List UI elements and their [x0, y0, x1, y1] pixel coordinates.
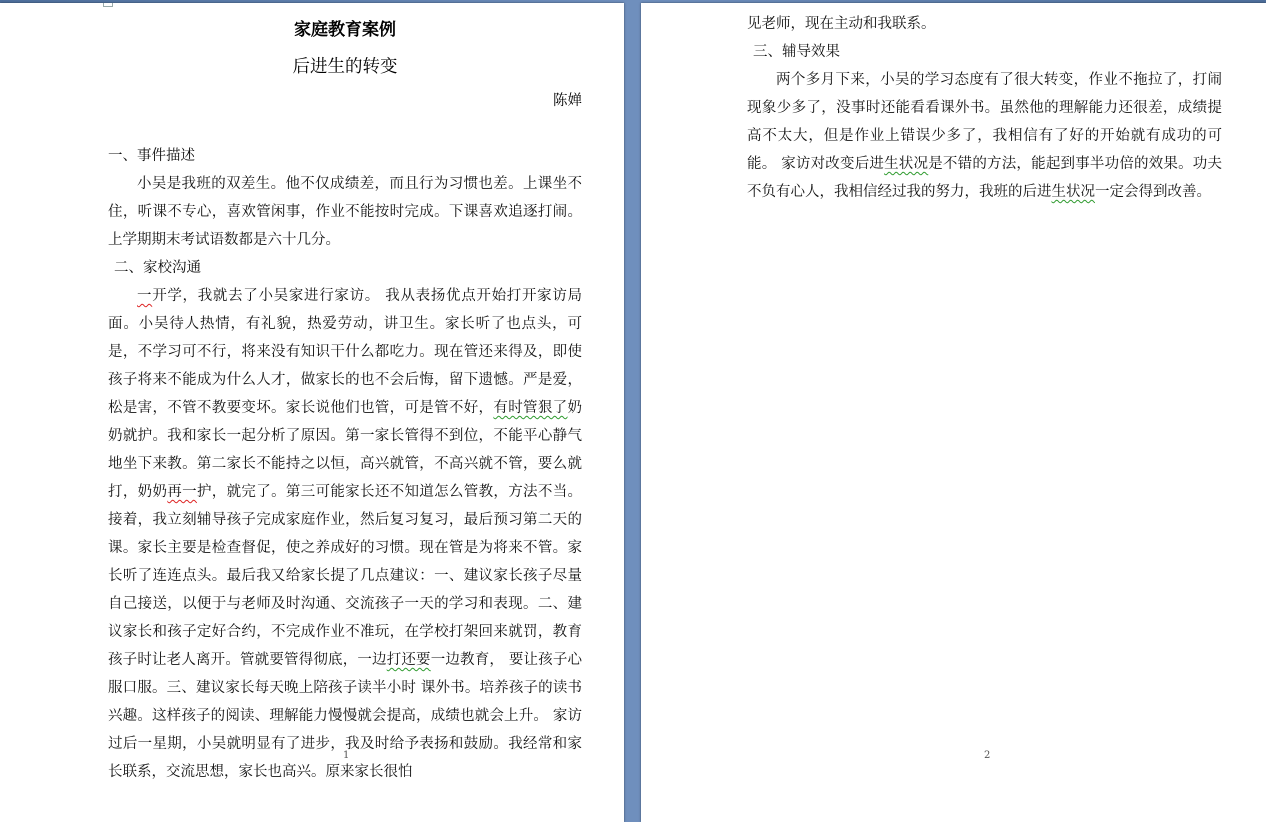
continuation-text: 见老师，现在主动和我联系。	[747, 16, 936, 32]
page-1-body[interactable]	[108, 142, 582, 786]
section-2-heading: 二、家校沟通	[114, 260, 201, 276]
document-page-1[interactable]	[0, 3, 624, 822]
text-boundary-marker	[103, 3, 113, 7]
paragraph-text: 一定会得到改善。	[1095, 184, 1211, 200]
section-1-heading: 一、事件描述	[108, 148, 195, 164]
section-2-paragraph	[108, 282, 582, 786]
page-number: 2	[984, 750, 991, 761]
grammar-mark: 生状况	[1051, 184, 1095, 200]
spelling-mark: 再一	[167, 484, 197, 500]
grammar-mark: 生状况	[884, 156, 929, 172]
paragraph-text: 是不错的方法，能起到事半功倍的效果。功夫不负有心人，我相信经过我的努力，我班的后进	[747, 156, 1223, 200]
grammar-mark: 打还要	[386, 652, 431, 668]
document-title: 家庭教育案例	[294, 20, 396, 40]
page-number: 1	[343, 750, 350, 761]
document-page-2[interactable]	[641, 3, 1266, 822]
paragraph-text: 两个多月下来，小吴的学习态度有了很大转变，作业不拖拉了，打闹现象少多了，没事时还能看看课外书。虽然他的理解能力还很差，成绩提高不太大，但是作业上错误少多了，我相信有了好的开始就有成功的可能。 家访对改变后进	[747, 72, 1222, 172]
spelling-mark: 一	[137, 288, 153, 304]
section-3-heading: 三、辅导效果	[753, 44, 840, 60]
page-2-body[interactable]	[747, 10, 1222, 206]
section-3-paragraph	[747, 66, 1222, 206]
paragraph-text: 奶奶就护。我和家长一起分析了原因。第一家长管得不到位，不能平心静气地坐下来教。第二家长不能持之以恒，高兴就管，不高兴就不管，要么就打，奶奶	[108, 400, 583, 500]
section-1-paragraph: 小吴是我班的双差生。他不仅成绩差，而且行为习惯也差。上课坐不住，听课不专心，喜欢管闲事，作业不能按时完成。下课喜欢追逐打闹。上学期期末考试语数都是六十几分。	[108, 176, 582, 248]
document-subtitle: 后进生的转变	[292, 57, 398, 77]
paragraph-text: 护，就完了。第三可能家长还不知道怎么管教，方法不当。接着，我立刻辅导孩子完成家庭作业，然后复习复习，最后预习第二天的课。家长主要是检查督促，使之养成好的习惯。现在管是为将来不管。家长听了连连点头。最后我又给家长提了几点建议：一、建议家长孩子尽量自己接送，以便于与老师及时沟通、交流孩子一天的学习和表现。二、建议家长和孩子定好合约，不完成作业不准玩，在学校打架回来就罚，教育孩子时让老人离开。管就要管得彻底，一边	[108, 484, 583, 668]
document-author: 陈婵	[553, 93, 582, 109]
paragraph-text: 一边教育， 要让孩子心服口服。三、建议家长每天晚上陪孩子读半小时 课外书。培养孩子的读书兴趣。这样孩子的阅读、理解能力慢慢就会提高，成绩也就会上升。 家访过后一星期，小吴就明显有了进步，我及时给予表扬和鼓励。我经常和家长联系，交流思想，家长也高兴。原来家长很怕	[108, 652, 583, 780]
paragraph-text: 开学，我就去了小吴家进行家访。 我从表扬优点开始打开家访局面。小吴待人热情，有礼貌，热爱劳动，讲卫生。家长听了也点头，可是，不学习可不行，将来没有知识干什么都吃力。现在管还来得及，即使孩子将来不能成为什么人才，做家长的也不会后悔，留下遗憾。严是爱，松是害，不管不教要变坏。家长说他们也管，可是管不好，	[108, 288, 582, 416]
grammar-mark: 有时管狠了	[493, 400, 568, 416]
